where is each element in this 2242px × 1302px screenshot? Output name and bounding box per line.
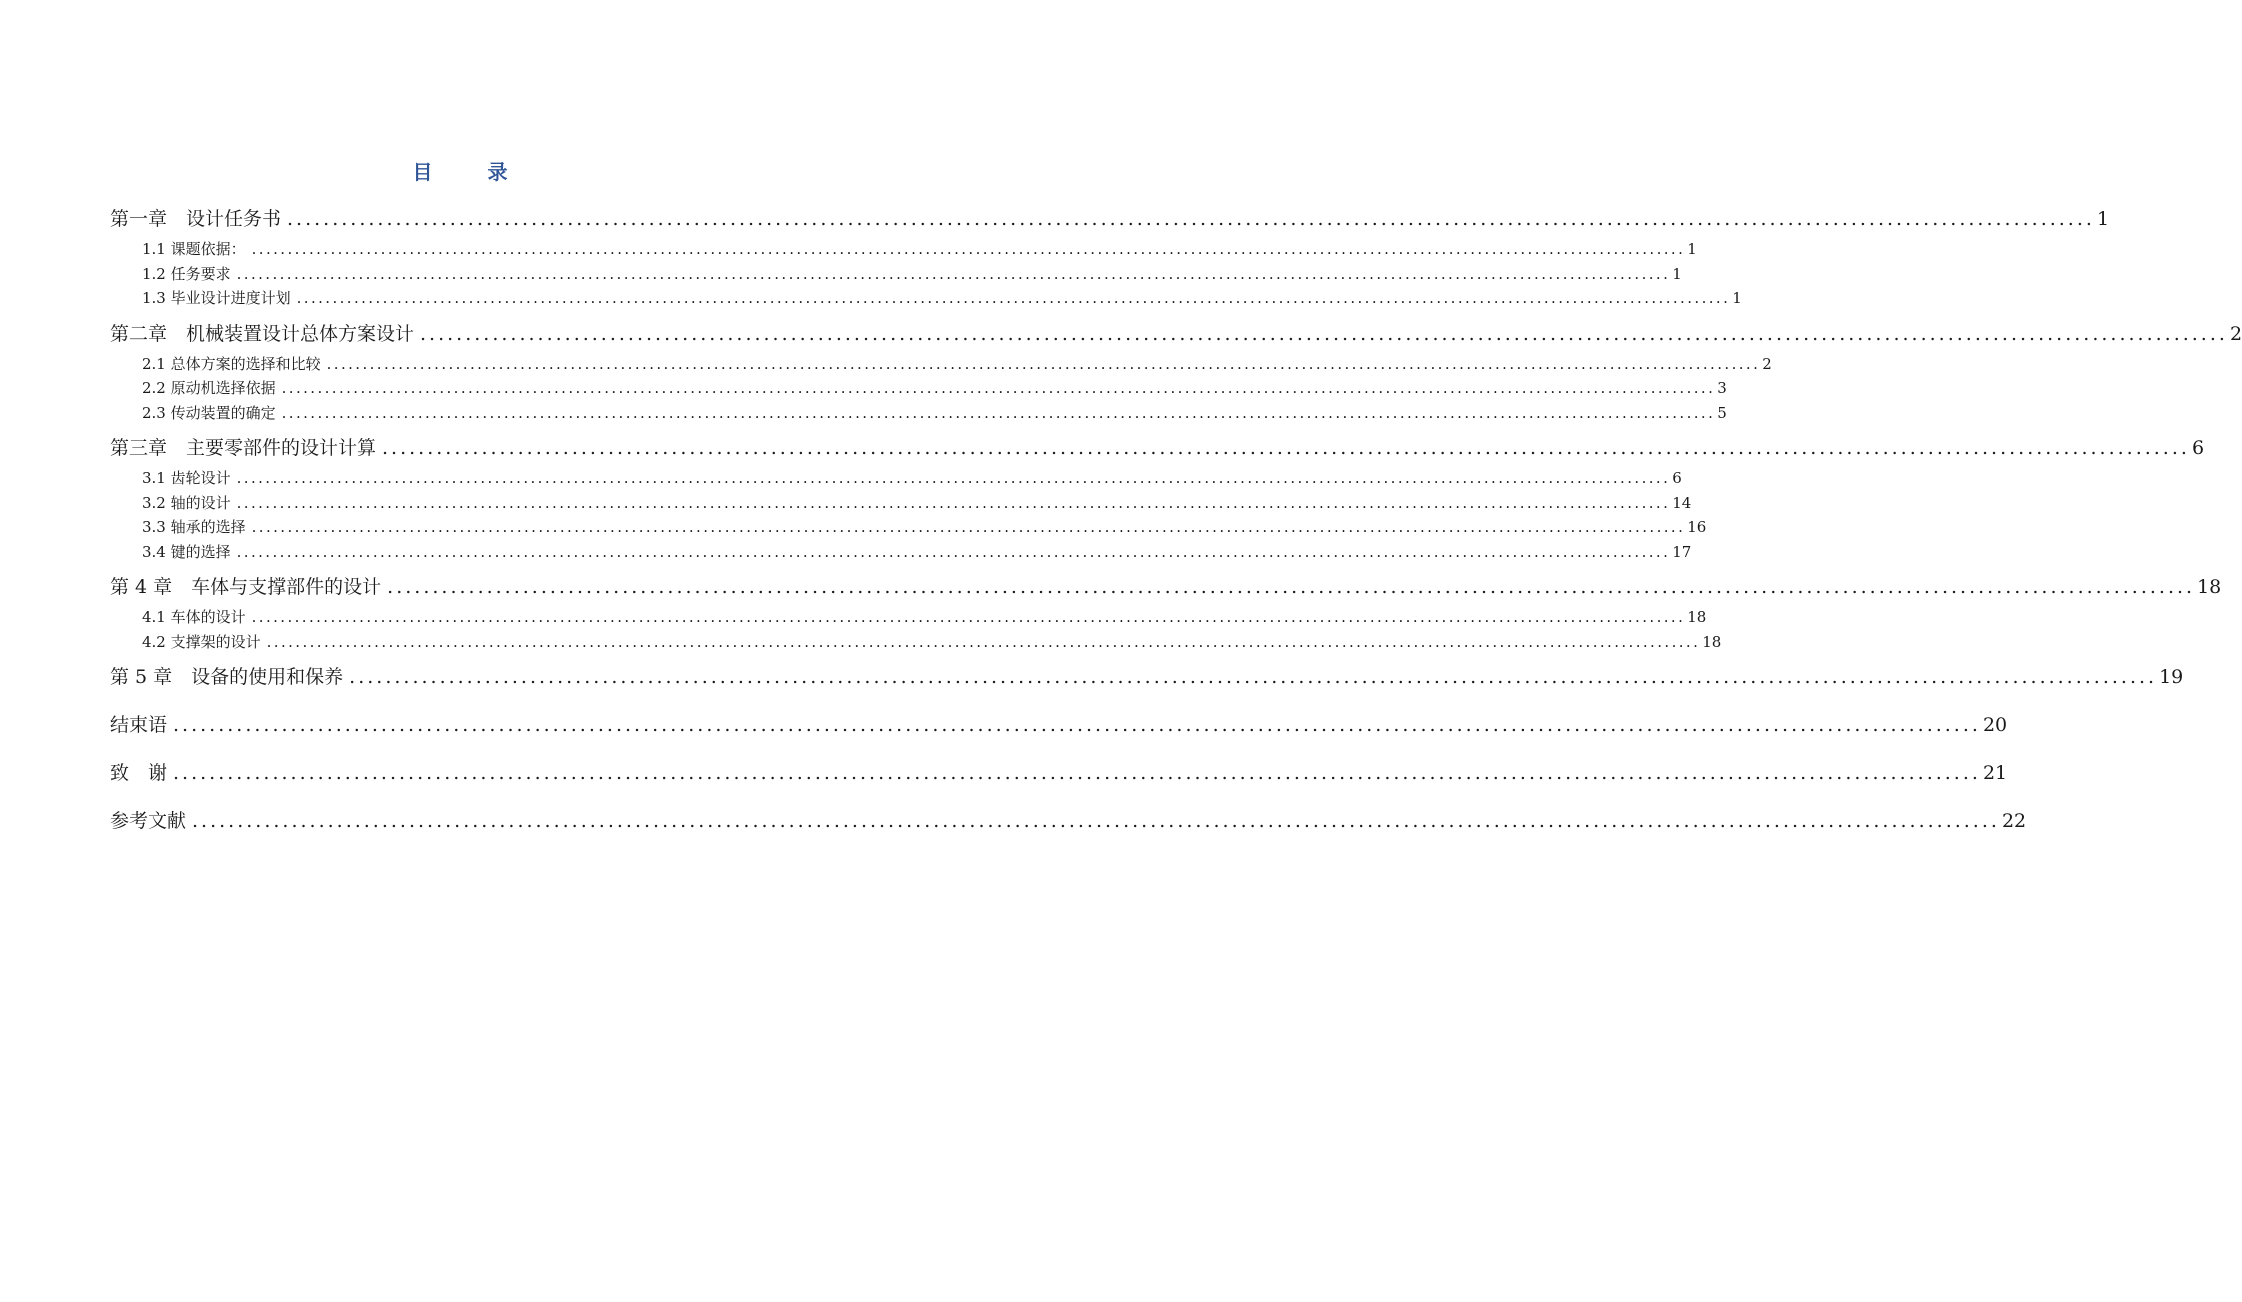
- toc-entry-label: 3.4 键的选择: [142, 542, 231, 561]
- toc-title: 目 录: [412, 160, 532, 184]
- dot-leader: ........................................................................................................................................................................................................: [251, 608, 1686, 626]
- toc-page-number: 20: [1982, 714, 2008, 736]
- dot-leader: ........................................................................................................................................................................................................: [236, 264, 1671, 283]
- toc-page-number: 21: [1982, 762, 2008, 784]
- toc-entry-references[interactable]: [110, 804, 2027, 839]
- dot-leader: ........................................................................................................................................................................................................: [236, 469, 1671, 487]
- toc-entry-label: 3.2 轴的设计: [142, 493, 231, 512]
- dot-leader: ........................................................................................................................................................................................................: [420, 322, 2228, 345]
- dot-leader: ........................................................................................................................................................................................................: [382, 437, 2190, 459]
- dot-leader: ........................................................................................................................................................................................................: [192, 810, 2000, 832]
- toc-entry-label: 第 4 章 车体与支撑部件的设计: [110, 576, 382, 598]
- dot-leader: ........................................................................................................................................................................................................: [281, 403, 1716, 422]
- toc-entry-label: 2.2 原动机选择依据: [142, 379, 276, 397]
- toc-entry-label: 第 5 章 设备的使用和保养: [110, 666, 344, 688]
- dot-leader: ........................................................................................................................................................................................................: [236, 542, 1671, 561]
- dot-leader: ........................................................................................................................................................................................................: [173, 762, 1981, 784]
- toc-page-number: 5: [1717, 403, 1727, 422]
- toc-page-number: 6: [1672, 469, 1682, 487]
- toc-entry-conclusion[interactable]: [110, 708, 2008, 743]
- toc-entry-section-3-1[interactable]: [110, 466, 1682, 491]
- toc-entry-label: 第二章 机械装置设计总体方案设计: [110, 322, 415, 345]
- toc-entry-chapter-2[interactable]: [110, 317, 2242, 352]
- toc-entry-label: 1.1 课题依据：: [142, 240, 246, 258]
- toc-entry-chapter-5[interactable]: [110, 660, 2184, 695]
- toc-entry-label: 第一章 设计任务书: [110, 208, 282, 230]
- dot-leader: ........................................................................................................................................................................................................: [251, 240, 1686, 258]
- toc-page-number: 2: [1762, 354, 1772, 373]
- toc-entry-acknowledgements[interactable]: [110, 756, 2008, 791]
- toc-entry-label: 参考文献: [110, 810, 187, 832]
- dot-leader: ........................................................................................................................................................................................................: [266, 632, 1701, 651]
- toc-entry-label: 2.3 传动装置的确定: [142, 403, 276, 422]
- toc-page-number: 6: [2191, 437, 2205, 459]
- toc-page-number: 1: [1687, 240, 1697, 258]
- toc-entry-label: 1.2 任务要求: [142, 264, 231, 283]
- toc-entry-section-3-4[interactable]: [110, 540, 1692, 565]
- toc-page-number: 1: [2096, 208, 2110, 230]
- toc-entry-section-1-3[interactable]: [110, 286, 1742, 311]
- toc-list: [110, 202, 2242, 839]
- toc-entry-label: 4.2 支撑架的设计: [142, 632, 261, 651]
- toc-entry-section-3-2[interactable]: [110, 491, 1692, 516]
- toc-page-number: 1: [1732, 289, 1742, 307]
- toc-entry-section-3-3[interactable]: [110, 515, 1707, 540]
- toc-entry-chapter-1[interactable]: [110, 202, 2110, 237]
- toc-entry-label: 1.3 毕业设计进度计划: [142, 289, 291, 307]
- toc-page-number: 3: [1717, 379, 1727, 397]
- toc-entry-label: 3.1 齿轮设计: [142, 469, 231, 487]
- toc-entry-label: 第三章 主要零部件的设计计算: [110, 437, 377, 459]
- toc-entry-section-4-1[interactable]: [110, 605, 1707, 630]
- dot-leader: ........................................................................................................................................................................................................: [296, 289, 1731, 307]
- toc-page-number: 17: [1672, 542, 1692, 561]
- toc-entry-section-2-3[interactable]: [110, 401, 1727, 426]
- dot-leader: ........................................................................................................................................................................................................: [287, 208, 2095, 230]
- toc-entry-section-1-1[interactable]: [110, 237, 1697, 262]
- toc-page-number: 16: [1687, 518, 1707, 536]
- toc-entry-section-4-2[interactable]: [110, 630, 1722, 655]
- toc-page-number: 18: [1702, 632, 1722, 651]
- toc-entry-label: 结束语: [110, 714, 168, 736]
- dot-leader: ........................................................................................................................................................................................................: [326, 354, 1761, 373]
- toc-page-number: 1: [1672, 264, 1682, 283]
- toc-entry-section-2-1[interactable]: [110, 352, 1772, 377]
- toc-entry-label: 2.1 总体方案的选择和比较: [142, 354, 321, 373]
- toc-entry-section-2-2[interactable]: [110, 376, 1727, 401]
- toc-entry-label: 致 谢: [110, 762, 168, 784]
- toc-entry-label: 4.1 车体的设计: [142, 608, 246, 626]
- toc-entry-label: 3.3 轴承的选择: [142, 518, 246, 536]
- toc-page-number: 14: [1672, 493, 1692, 512]
- toc-page-number: 18: [1687, 608, 1707, 626]
- toc-page-number: 2: [2229, 322, 2242, 345]
- toc-entry-chapter-4[interactable]: [110, 570, 2222, 605]
- toc-entry-section-1-2[interactable]: [110, 262, 1682, 287]
- dot-leader: ........................................................................................................................................................................................................: [387, 576, 2196, 598]
- dot-leader: ........................................................................................................................................................................................................: [251, 518, 1686, 536]
- toc-page-number: 19: [2159, 666, 2184, 688]
- toc-page-number: 18: [2197, 576, 2222, 598]
- dot-leader: ........................................................................................................................................................................................................: [281, 379, 1716, 397]
- dot-leader: ........................................................................................................................................................................................................: [236, 493, 1671, 512]
- toc-entry-chapter-3[interactable]: [110, 431, 2205, 466]
- dot-leader: ........................................................................................................................................................................................................: [173, 714, 1981, 736]
- dot-leader: ........................................................................................................................................................................................................: [349, 666, 2158, 688]
- toc-page-number: 22: [2001, 810, 2027, 832]
